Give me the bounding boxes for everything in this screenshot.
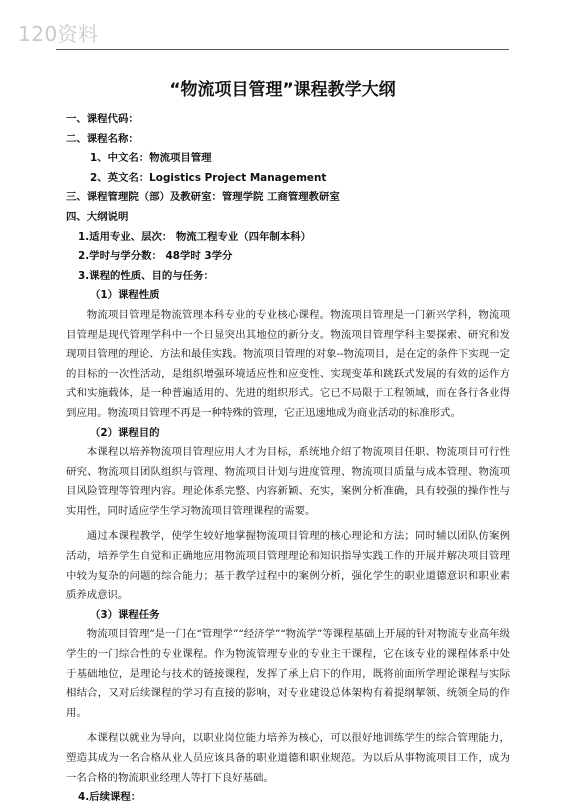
applicable-major: 1.适用专业、层次： 物流工程专业（四年制本科） [78,230,311,243]
course-nature-heading: 3.课程的性质、目的与任务： [78,269,214,282]
paragraph-task-2: 本课程以就业为导向，以职业岗位能力培养为核心，可以很好地训练学生的综合管理能力，塑造其成为一名合格从业人员应该具备的职业道德和职业规范。为以后从事物流项目工作，成为一名合格的物流职业经理人等打下良好基础。 [66,732,510,784]
paragraph-nature: 物流项目管理是物流管理本科专业的专业核心课程。物流项目管理是一门新兴学科，物流项目管理是现代管理学科中一个日显突出其地位的新分支。物流项目管理学科主要探索、研究和发现项目管理的理论、方法和最佳实践。物流项目管理的对象--物流项目，是在定的条件下实现一定的目标的一次性活动，是组织增强环境适应性和应变性、实现变革和跳跃式发展的有效的运作方式和实施载体，是一种普遍适用的、先进的组织形式。它已不局限于工程领域，而在各行各业得到应用。物流项目管理不再是一种特殊的管理，它正迅速地成为商业活动的标准形式。 [66,308,510,419]
subheading-purpose: （2）课程目的 [90,426,160,439]
paragraph-purpose-2: 通过本课程教学，使学生较好地掌握物流项目管理的核心理论和方法；同时辅以团队仿案例活动，培养学生自觉和正确地应用物流项目管理理论和知识指导实践工作的开展并解决项目管理中较为复杂的问题的综合能力；基于教学过程中的案例分析，强化学生的职业道德意识和职业素质养成意识。 [66,530,510,602]
hours-credits: 2.学时与学分数： 48学时 3学分 [78,250,233,263]
subheading-nature: （1）课程性质 [90,289,160,302]
followup-courses: 4.后续课程： [78,791,142,804]
english-name: 2、英文名：Logistics Project Management [90,171,327,184]
section-department: 三、课程管理院（部）及教研室：管理学院 工商管理教研室 [66,191,340,204]
section-course-name: 二、课程名称： [66,132,139,145]
section-course-code: 一、课程代码： [66,113,139,125]
document-title: “物流项目管理”课程教学大纲 [169,80,396,100]
header-rule [56,49,509,50]
chinese-name: 1、中文名：物流项目管理 [90,152,212,165]
watermark: 120资料 [18,22,99,46]
document-body [66,110,510,808]
section-outline: 四、大纲说明 [66,210,129,223]
paragraph-purpose-1: 本课程以培养物流项目管理应用人才为目标，系统地介绍了物流项目任职、物流项目可行性研究、物流项目团队组织与管理、物流项目计划与进度管理、物流项目质量与成本管理、物流项目风险管理等管理内容。理论体系完整、内容新颖、充实，案例分析准确，具有较强的操作性与实用性，同时适应学生学习物流项目管理课程的需要。 [66,446,510,517]
subheading-task: （3）课程任务 [90,608,160,621]
paragraph-task-1: 物流项目管理”是一门在“管理学”“经济学”“物流学”等课程基础上开展的针对物流专业高年级学生的一门综合性的专业课程。作为物流管理专业的专业主干课程，它在该专业的课程体系中处于基础地位，是理论与技术的链接课程，发挥了承上启下的作用，既将前面所学理论课程与实际相结合，又对后续课程的学习有直接的影响，对专业建设总体架构有着提纲挈领、统领全局的作用。 [66,628,510,719]
